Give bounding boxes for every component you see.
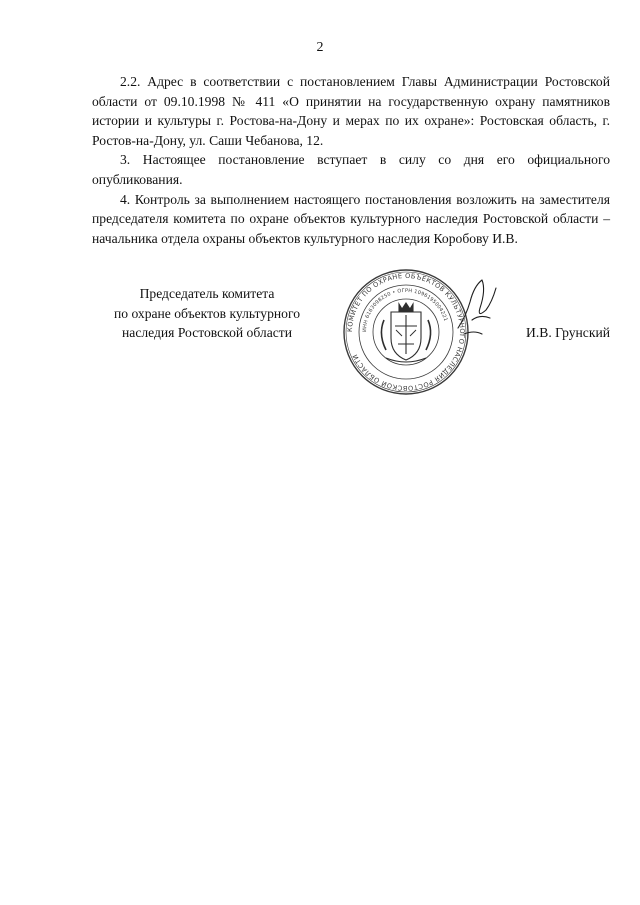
signer-name: И.В. Грунский bbox=[526, 325, 610, 340]
seal-outer-text: КОМИТЕТ ПО ОХРАНЕ ОБЪЕКТОВ КУЛЬТУРНОГО НАСЛЕДИЯ РОСТОВСКОЙ ОБЛАСТИ bbox=[345, 271, 467, 393]
coat-of-arms-icon bbox=[381, 303, 430, 362]
signatory-title bbox=[92, 284, 322, 343]
document-body bbox=[92, 72, 610, 248]
paragraph-2-2: 2.2. Адрес в соответствии с постановлением Главы Администрации Ростовской области от 09.10.1998 № 411 «О принятии на государственную охрану памятников истории и культуры г. Ростова-на-Дону и мерах по их охране»: Ростовская область, г. Ростов-на-Дону, ул. Саши Чебанова, 12. bbox=[92, 74, 610, 148]
signatory-title-line: Председатель комитета bbox=[139, 286, 275, 301]
paragraph-4: 4. Контроль за выполнением настоящего постановления возложить на заместителя председателя комитета по охране объектов культурного наследия Ростовской области – начальника отдела охраны объектов культурного наследия Коробову И.В. bbox=[92, 191, 610, 246]
page-number: 2 bbox=[316, 40, 324, 55]
signatory-title-line: по охране объектов культурного bbox=[113, 305, 301, 321]
paragraph-3: 3. Настоящее постановление вступает в силу со дня его официального опубликования. bbox=[92, 152, 610, 187]
signatory-title-line: наследия Ростовской области bbox=[122, 325, 292, 341]
handwritten-signature bbox=[452, 272, 502, 342]
seal-inner-text: ИНН 6163098250 • ОГРН 1096195004221 bbox=[361, 287, 449, 333]
official-seal-stamp bbox=[342, 268, 470, 396]
